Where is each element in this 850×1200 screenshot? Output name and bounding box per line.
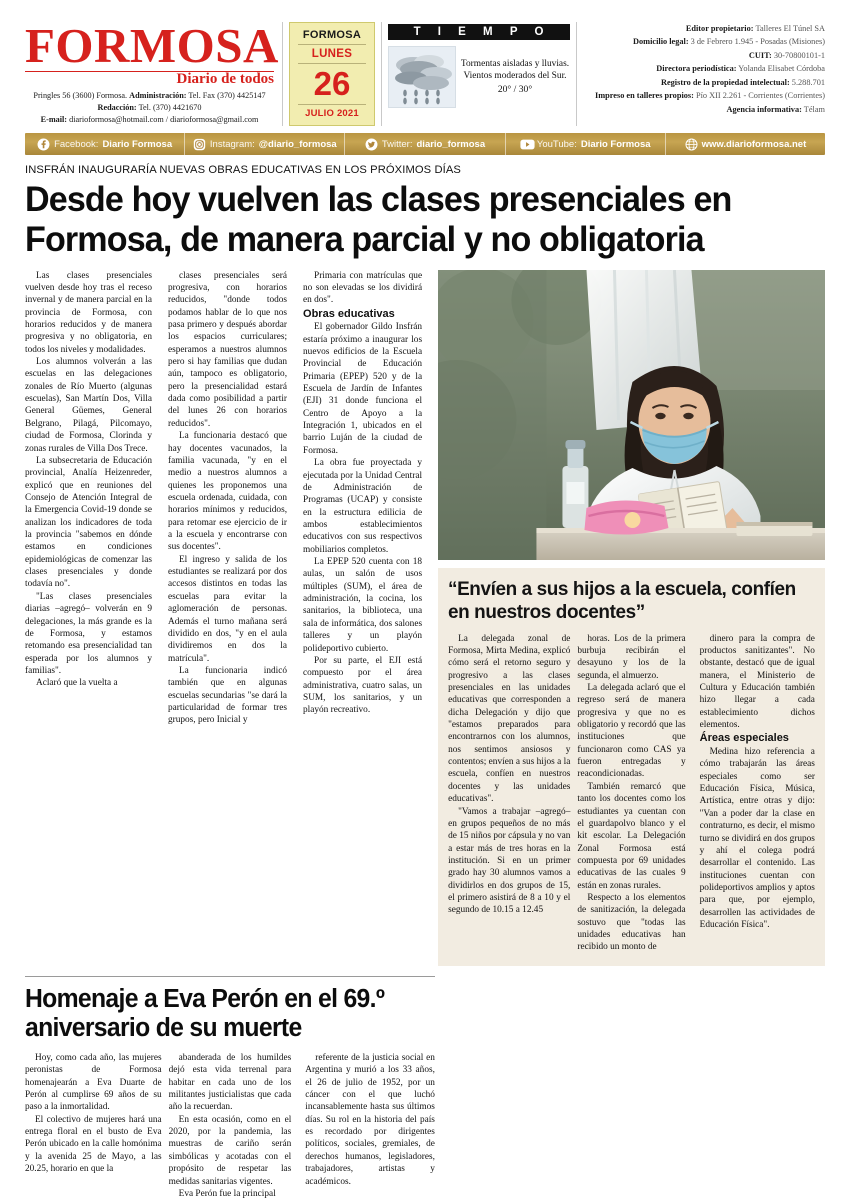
website-link[interactable] (666, 133, 825, 155)
date-month-year: JULIO 2021 (292, 108, 372, 119)
paragraph: Hoy, como cada año, las mujeres peronistas de Formosa homenajearán a Eva Duarte de Perón al cumplirse 69 años de su paso a la inmortalidad. (25, 1052, 162, 1114)
paragraph: "Las clases presenciales diarias –agregó– volverán en 9 delegaciones, la más grande es la de Formosa, y estamos retomando esa presencialidad tan esperada por los alumnos y familias". (25, 591, 152, 678)
social-label: YouTube: (537, 139, 577, 150)
legal-value: 3 de Febrero 1.945 - Posadas (Misiones) (689, 37, 825, 46)
paragraph: Medina hizo referencia a cómo trabajarán las áreas especiales como ser Educación Física, Música, Artística, entre otras y dijo: "Van a poder dar la clase en contraturno, es decir, el mismo turno se dividirá en dos grupos y ahí el colega podrá desarrollar el contenido. Las instituciones cuentan con polideportivos amplios y aptos para que, por ejemplo, desarrollen las actividades de Educación Física". (700, 746, 815, 931)
date-day-number: 26 (292, 67, 372, 101)
storm-clouds-rain-icon (388, 46, 456, 108)
address-admin-label: Administración: (129, 91, 186, 100)
legal-row (585, 76, 825, 89)
date-divider-1 (298, 44, 366, 45)
paragraph: Los alumnos volverán a las escuelas en las delegaciones zonales de Río Muerto (algunas escuelas), San Martín Dos, Villa General Güemes, General Belgrano, Pilagá, Pilcomayo, ciudad de Formosa, Clorinda y zonas rurales de Villa Dos Trece. (25, 356, 152, 455)
paragraph: La delegada zonal de Formosa, Mirta Medina, explicó cómo será el retorno seguro y progresivo a las clases presenciales en las unidades educativas que corresponden a dicha Delegación y dijo que "estamos preparados para encontrarnos con los alumnos, nos sentimos ansiosos y contentos; envíen a sus hijos a la escuela, confíen en nuestros docentes y las unidades educativas". (448, 633, 570, 806)
weather-text (456, 58, 570, 97)
newspaper-logo: FORMOSA (25, 22, 274, 69)
paragraph: dinero para la compra de productos sanitizantes". No obstante, destacó que de igual manera, el Ministerio de Cultura y Educación también hizo llegar a cada establecimiento dichos elementos. (700, 633, 815, 732)
address-admin-value: Tel. Fax (370) 4425147 (186, 91, 265, 100)
social-value: diario_formosa (417, 139, 486, 150)
social-media-bar (25, 133, 825, 155)
paragraph: También remarcó que tanto los docentes como los estudiantes ya cuentan con el guardapolvo blanco y el kit escolar. La Delegación Zonal Formosa está compuesta por 69 unidades educativas de las cuales 9 están en zonas rurales. (577, 781, 685, 892)
social-value: www.diarioformosa.net (702, 139, 807, 150)
twitter-icon (365, 138, 378, 151)
quote-column-2 (570, 633, 692, 954)
globe-icon (685, 138, 698, 151)
weather-body (388, 46, 570, 108)
address-street: Pringles 56 (3600) Formosa. (33, 91, 129, 100)
masthead-address (25, 90, 274, 126)
address-redaccion-label: Redacción: (98, 103, 137, 112)
bottom-column-3 (298, 1052, 435, 1200)
legal-label: CUIT: (749, 51, 772, 60)
legal-label: Registro de la propiedad intelectual: (661, 78, 790, 87)
legal-row (585, 22, 825, 35)
newspaper-tagline: Diario de todos (25, 71, 274, 88)
paragraph: La delegada aclaró que el regreso será de manera progresiva y que no es obligatorio y recordó que las instituciones que funcionaron como CAS ya fueron entregadas y reacondicionadas. (577, 682, 685, 781)
bottom-article (25, 976, 435, 1200)
paragraph: horas. Los de la primera burbuja recibirán el desayuno y los de la segunda, el almuerzo. (577, 633, 685, 682)
quote-column-1 (448, 633, 570, 954)
legal-value: 5.288.701 (790, 78, 825, 87)
paragraph: referente de la justicia social en Argentina y murió a los 33 años, el 26 de julio de 1952, por un cáncer con el que luchó incansablemente hasta sus últimos días. Su rol en la historia del país es recordado por dirigentes políticos, sociales, gremiales, de derechos humanos, legisladores, trabajadores, artistas y académicos. (305, 1052, 435, 1188)
legal-value: Télam (802, 105, 825, 114)
paragraph: Las clases presenciales vuelven desde hoy tras el receso invernal y de manera parcial en la provincia de Formosa, con horarios reducidos y de manera progresiva y no obligatoria, en todos los niveles y modalidades. (25, 270, 152, 357)
facebook-icon (37, 138, 50, 151)
paragraph: Primaria con matrículas que no son elevadas se los dividirá en dos". (303, 270, 422, 307)
paragraph: Aclaró que la vuelta a (25, 677, 152, 689)
article-kicker: INSFRÁN INAUGURARÍA NUEVAS OBRAS EDUCATIVAS EN LOS PRÓXIMOS DÍAS (25, 164, 825, 176)
quote-column-3 (693, 633, 815, 954)
date-city: FORMOSA (292, 29, 372, 41)
right-section (430, 270, 825, 966)
address-email-label: E-mail: (41, 115, 67, 124)
instagram-icon (193, 138, 206, 151)
date-weekday: LUNES (292, 48, 372, 60)
legal-info-block (577, 22, 825, 126)
paragraph: "Vamos a trabajar –agregó– en grupos pequeños de no más de 15 niños por cápsula y no van a estar más de tres horas en la institución. Si en un primer grado hay 30 alumnos vamos a dividirlos en dos grupos de 15, el primero asistirá de 8 a 10 y el segundo de 10.15 a 12.45 (448, 806, 570, 917)
masthead-logo-block (25, 22, 283, 126)
legal-value: 30-70800101-1 (772, 51, 825, 60)
legal-label: Editor propietario: (686, 24, 754, 33)
weather-title: T I E M P O (388, 24, 570, 40)
paragraph: El gobernador Gildo Insfrán estaría próximo a inaugurar los nuevos edificios de la Escuela Provincial de Educación Primaria (EPEP) 520 y de la Escuela de Jardín de Infantes (EJI) 31 donde funciona el Centro de Apoyo a la Integración 1, ubicados en el barrio Luján de la ciudad de Formosa. (303, 321, 422, 457)
paragraph: El ingreso y salida de los estudiantes se realizará por dos accesos distintos en todas las escuelas para evitar la aglomeración de personas. Además el turno mañana será dividido en dos, "y en el aula dividiremos en dos la matrícula". (168, 554, 287, 665)
quote-columns (448, 633, 815, 954)
legal-label: Agencia informativa: (727, 105, 802, 114)
bottom-column-2 (162, 1052, 299, 1200)
paragraph: La EPEP 520 cuenta con 18 aulas, un salón de usos múltiples (SUM), el área de administración, la cocina, los sanitarios, la biblioteca, una sala de informática, dos salones talleres y un playón polideportivo cubierto. (303, 556, 422, 655)
lead-article-photo (438, 270, 825, 560)
lead-column-1 (25, 270, 160, 966)
lead-column-2 (160, 270, 295, 966)
social-value: Diario Formosa (102, 139, 172, 150)
main-content (25, 270, 825, 966)
paragraph: Por su parte, el EJI está compuesto por el área administrativa, cuatro salas, un SUM, los sanitarios, y un playón recreativo. (303, 655, 422, 717)
social-link-youtube[interactable] (506, 133, 666, 155)
address-email-value: diarioformosa@hotmail.com / diarioformosa@gmail.com (67, 115, 258, 124)
legal-row (585, 103, 825, 116)
social-label: Twitter: (382, 139, 413, 150)
section-subheading: Obras educativas (303, 307, 422, 322)
quote-article (438, 568, 825, 966)
paragraph: La funcionaria indicó también que en algunas escuelas secundarias "se dará la particularidad de formar tres grupos, pero Inicial y (168, 665, 287, 727)
paragraph: Respecto a los elementos de sanitización, la delegada sostuvo que "todas las unidades educativas han recibido un monto de (577, 892, 685, 954)
main-headline: Desde hoy vuelven las clases presenciales en Formosa, de manera parcial y no obligatoria (25, 180, 793, 260)
bottom-columns (25, 1052, 435, 1200)
legal-row (585, 35, 825, 48)
bottom-column-1 (25, 1052, 162, 1200)
social-link-twitter[interactable] (345, 133, 505, 155)
masthead (25, 22, 825, 126)
weather-temperatures: 20° / 30° (460, 84, 570, 96)
weather-description: Tormentas aisladas y lluvias. Vientos moderados del Sur. (460, 58, 570, 82)
legal-row (585, 89, 825, 102)
social-label: Facebook: (54, 139, 98, 150)
social-label: Instagram: (210, 139, 255, 150)
social-link-instagram[interactable] (185, 133, 345, 155)
legal-row (585, 62, 825, 75)
paragraph: clases presenciales será progresiva, con horarios reducidos, "donde todos podamos hablar de lo que nos pasa primero y después abordar los espacios curriculares; esperamos a nuestros alumnos pero si hay familias que dudan aún, tampoco es obligatorio, pero la presencialidad estará dada como posibilidad a partir del lunes 26 con horarios reducidos". (168, 270, 287, 431)
paragraph: La funcionaria destacó que hay docentes vacunados, la familia vacunada, "y en el medio a nuestros alumnos a quienes les proponemos una escuela ordenada, cuidada, con horarios mínimos y reducidos, para retomar ese ejercicio de ir a la escuela y encontrarse con sus docentes". (168, 430, 287, 554)
legal-label: Domicilio legal: (633, 37, 689, 46)
legal-row (585, 49, 825, 62)
date-box (289, 22, 375, 126)
social-link-facebook[interactable] (25, 133, 185, 155)
date-divider-2 (298, 63, 366, 64)
youtube-icon (520, 138, 533, 151)
legal-value: Yolanda Elisabet Córdoba (737, 64, 826, 73)
bottom-headline: Homenaje a Eva Perón en el 69.º aniversario de su muerte (25, 985, 423, 1043)
date-divider-3 (298, 104, 366, 105)
article-divider (25, 976, 435, 977)
paragraph: La obra fue proyectada y ejecutada por la Unidad Central de Administración de Programas (UCAP) y consiste en la estructura edilicia de ambos establecimientos educativos con sus respectivos mobiliarios completos. (303, 457, 422, 556)
section-subheading: Áreas especiales (700, 731, 815, 746)
legal-value: Pío XII 2.261 - Corrientes (Corrientes) (694, 91, 825, 100)
paragraph: La subsecretaria de Educación provincial, Analía Heizenreder, explicó que en reuniones del Consejo de Atención Integral de la Emergencia Covid-19 donde se analizan los indicadores de toda la provincia "sabemos en dónde estamos en condiciones epidemiológicas de comenzar las clases presenciales y donde todavía no". (25, 455, 152, 591)
lead-column-3 (295, 270, 430, 966)
social-value: @diario_formosa (259, 139, 337, 150)
legal-label: Impreso en talleres propios: (595, 91, 694, 100)
quote-headline: “Envíen a sus hijos a la escuela, confíen en nuestros docentes” (448, 578, 804, 624)
paragraph: En esta ocasión, como en el 2020, por la pandemia, las muestras de cariño serán simbólicas y acotadas con el propósito de respetar las medidas sanitarias vigentes. (169, 1114, 292, 1188)
weather-box (381, 22, 577, 126)
social-value: Diario Formosa (581, 139, 651, 150)
legal-value: Talleres El Túnel SA (754, 24, 825, 33)
legal-label: Directora periodística: (656, 64, 736, 73)
paragraph: abanderada de los humildes dejó esta vida terrenal para habitar en cada uno de los militantes justicialistas que cada año la recuerdan. (169, 1052, 292, 1114)
address-redaccion-value: Tel. (370) 4421670 (137, 103, 202, 112)
paragraph: Eva Perón fue la principal (169, 1188, 292, 1200)
paragraph: El colectivo de mujeres hará una entrega floral en el busto de Eva Perón ubicado en la calle homónima y la avenida 25 de Mayo, a las 20.25, horario en que la (25, 1114, 162, 1176)
